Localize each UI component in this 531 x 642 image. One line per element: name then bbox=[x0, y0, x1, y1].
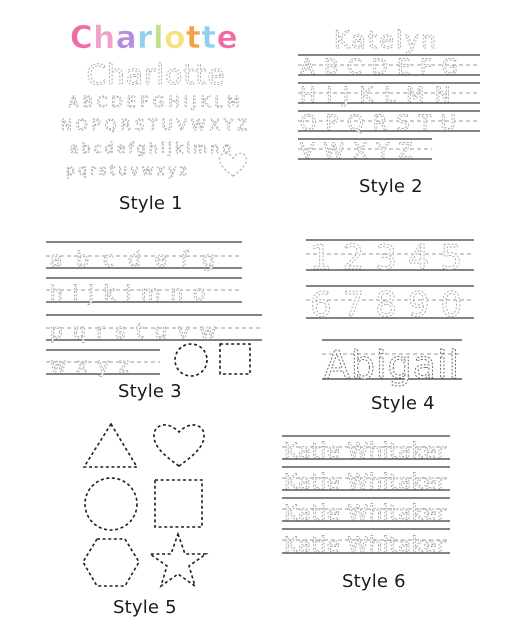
style5-label: Style 5 bbox=[113, 597, 177, 618]
style2-row-2: HIJKLMN bbox=[300, 83, 461, 107]
style2-row-4: VWXYZ bbox=[300, 139, 422, 163]
colorful-name-letter: r bbox=[137, 20, 153, 56]
style5-panel bbox=[75, 414, 220, 594]
square-icon bbox=[155, 480, 202, 527]
style1-art bbox=[52, 12, 257, 212]
lowercase-row-1: abcdefghijklmno bbox=[69, 141, 235, 157]
colorful-name-letter: t bbox=[185, 20, 202, 56]
style6-art bbox=[278, 432, 458, 567]
square-icon bbox=[220, 344, 250, 374]
traced-name: Charlotte bbox=[86, 58, 226, 91]
circle-icon bbox=[175, 344, 207, 376]
style6-row-1: Katie Whitaker bbox=[284, 439, 447, 463]
numbers-row-2: 67890 bbox=[310, 285, 474, 325]
style3-label: Style 3 bbox=[118, 381, 182, 402]
style2-row-1: ABCDEFG bbox=[300, 55, 468, 79]
style6-row-3: Katie Whitaker bbox=[284, 501, 447, 525]
style3-row-1: abcdefg bbox=[50, 247, 229, 271]
circle-icon bbox=[85, 478, 137, 530]
style1-panel bbox=[52, 12, 257, 212]
lowercase-row-2: pqrstuvwxyz bbox=[65, 163, 191, 179]
style3-row-4: wxyz bbox=[50, 353, 139, 377]
colorful-name-letter: o bbox=[164, 20, 186, 56]
style4-label: Style 4 bbox=[371, 393, 435, 414]
triangle-icon bbox=[84, 424, 137, 467]
style6-row-4: Katie Whitaker bbox=[284, 533, 447, 557]
uppercase-row-2: NOPQRSTUVWXYZ bbox=[60, 116, 252, 134]
style2-label: Style 2 bbox=[359, 176, 423, 197]
heart-icon bbox=[154, 425, 204, 466]
colorful-name-letter: h bbox=[93, 20, 116, 56]
colorful-name bbox=[70, 20, 238, 56]
style6-row-2: Katie Whitaker bbox=[284, 470, 447, 494]
colorful-name-letter: a bbox=[115, 20, 138, 56]
style2-name: Katelyn bbox=[333, 26, 439, 54]
star-icon bbox=[150, 534, 206, 586]
style6-panel bbox=[278, 432, 458, 567]
hexagon-icon bbox=[83, 539, 139, 586]
style6-label: Style 6 bbox=[342, 571, 406, 592]
style4-name: Abigail bbox=[323, 343, 461, 387]
numbers-row-1: 12345 bbox=[310, 238, 474, 278]
style3-row-3: pqrstuvw bbox=[50, 319, 227, 343]
style3-art bbox=[40, 232, 270, 380]
colorful-name-letter: t bbox=[201, 20, 217, 56]
style4-panel bbox=[300, 232, 490, 387]
uppercase-row-1: ABCDEFGHIJKLM bbox=[68, 93, 244, 111]
colorful-name-letter: e bbox=[216, 20, 239, 56]
style3-row-2: hijklmno bbox=[50, 281, 216, 305]
colorful-name-letter: C bbox=[69, 20, 94, 56]
style2-panel bbox=[290, 22, 490, 172]
style4-art bbox=[300, 232, 490, 387]
style3-panel bbox=[40, 232, 270, 380]
style2-row-3: OPQRSTU bbox=[300, 111, 465, 135]
style2-art bbox=[290, 22, 490, 172]
style5-art bbox=[75, 414, 220, 594]
colorful-name-letter: l bbox=[152, 20, 165, 56]
style1-label: Style 1 bbox=[119, 193, 183, 214]
